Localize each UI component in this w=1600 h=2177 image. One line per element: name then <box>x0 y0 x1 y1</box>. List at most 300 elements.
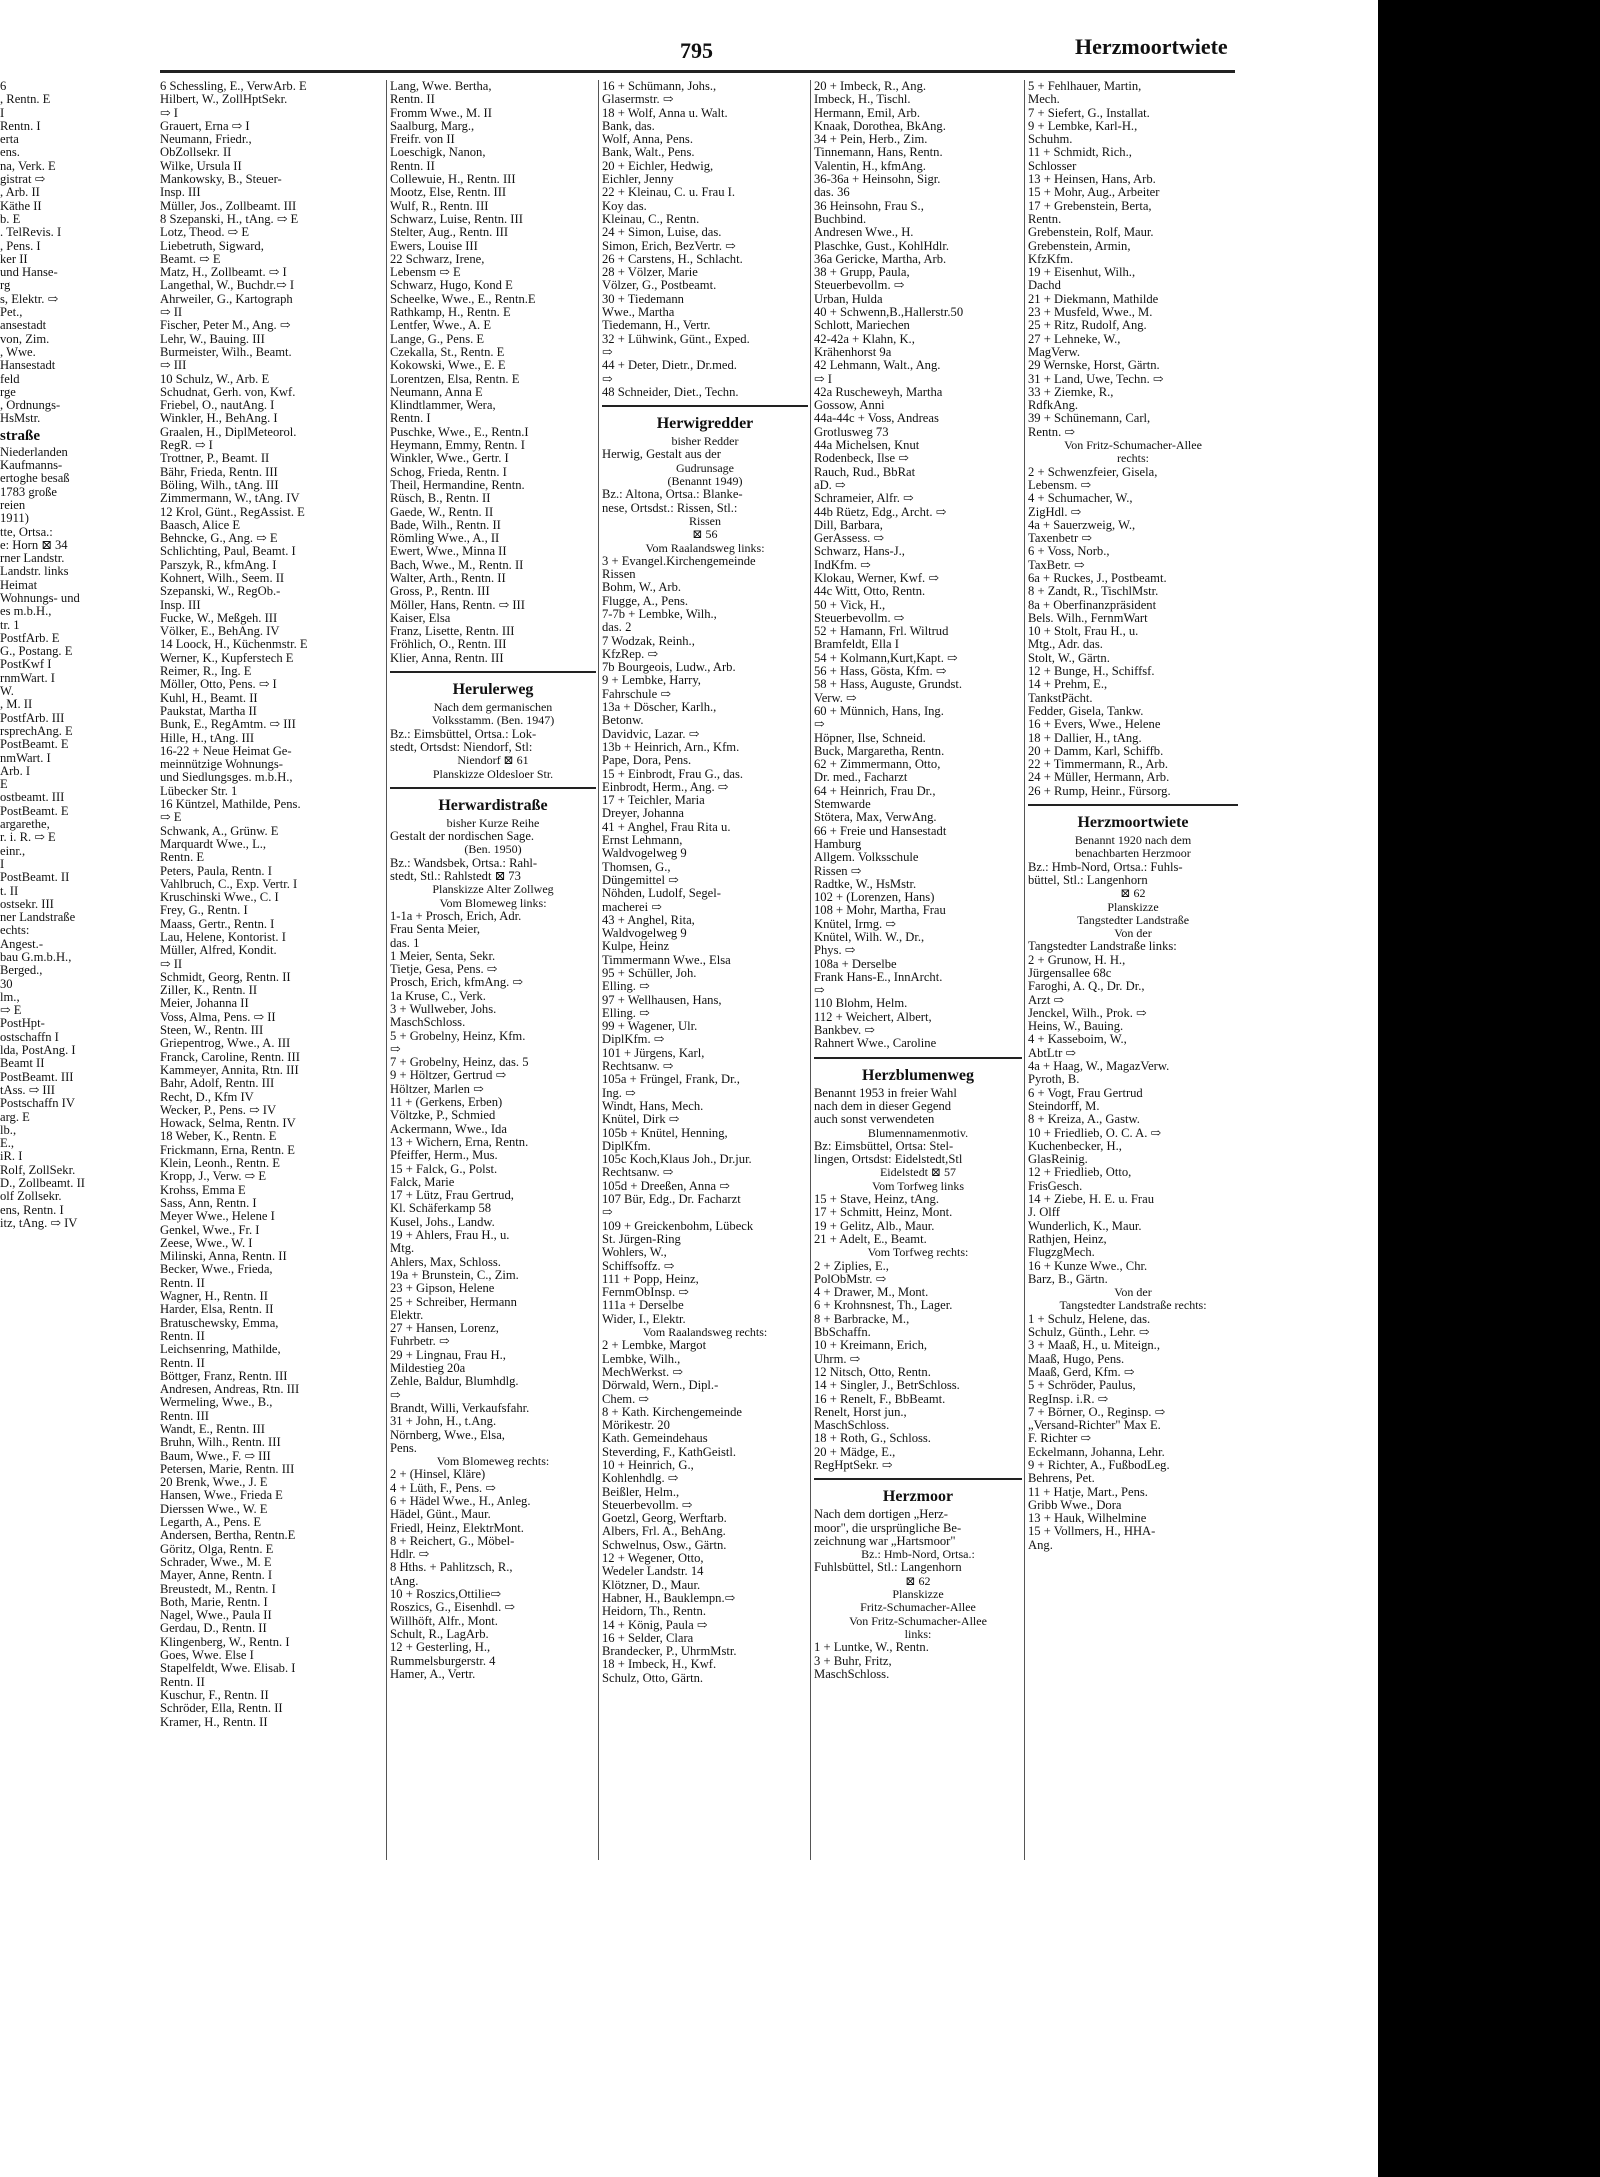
directory-entry: echts: <box>0 924 30 938</box>
directory-entry: 10 + Stolt, Frau H., u. <box>1028 625 1139 639</box>
directory-entry: Frickmann, Erna, Rentn. E <box>160 1143 296 1157</box>
directory-entry: ertoghe besaß <box>0 472 70 486</box>
section-rule <box>814 1478 1022 1480</box>
directory-entry: 17 + Lütz, Frau Gertrud, <box>390 1189 514 1203</box>
column-divider <box>1024 80 1025 1860</box>
directory-entry: Schmidt, Georg, Rentn. II <box>160 970 291 984</box>
directory-entry: Klingenberg, W., Rentn. I <box>160 1635 290 1649</box>
directory-entry: Kl. Schäferkamp 58 <box>390 1202 492 1216</box>
directory-entry: Grebenstein, Armin, <box>1028 239 1131 253</box>
directory-entry: es m.b.H., <box>0 605 52 619</box>
directory-entry: 43 + Anghel, Rita, <box>602 913 695 927</box>
directory-entry: Einbrodt, Herm., Ang. ⇨ <box>602 780 729 794</box>
directory-entry: 4 + Schumacher, W., <box>1028 492 1133 506</box>
directory-entry: ⇨ II <box>160 306 183 320</box>
directory-entry: Wecker, P., Pens. ⇨ IV <box>160 1103 277 1117</box>
directory-entry: Franz, Lisette, Rentn. III <box>390 625 515 639</box>
directory-entry: Glasermstr. ⇨ <box>602 93 674 107</box>
directory-entry: Mech. <box>1028 93 1060 107</box>
directory-entry: RdfkAng. <box>1028 399 1079 413</box>
directory-entry: 13 + Heinsen, Hans, Arb. <box>1028 173 1156 187</box>
directory-entry: tAss. ⇨ III <box>0 1083 55 1097</box>
directory-entry: Schulz, Otto, Gärtn. <box>602 1671 704 1685</box>
directory-entry: stedt, Stl.: Rahlstedt ⊠ 73 <box>390 870 521 884</box>
directory-entry: PostBeamt. E <box>0 804 69 818</box>
directory-entry: Zimmermann, W., tAng. IV <box>160 492 300 506</box>
page-number: 795 <box>680 38 713 63</box>
directory-entry: lm., <box>0 990 20 1004</box>
directory-entry: ker II <box>0 252 28 266</box>
directory-entry: Bank, Walt., Pens. <box>602 146 695 160</box>
directory-entry: Maaß, Hugo, Pens. <box>1028 1352 1125 1366</box>
street-note: Von der <box>1114 1286 1152 1300</box>
directory-entry: Baasch, Alice E <box>160 518 241 532</box>
directory-entry: Knaak, Dorothea, BkAng. <box>814 119 946 133</box>
directory-entry: Kaufmanns- <box>0 459 63 473</box>
directory-entry: Krähenhorst 9a <box>814 345 892 359</box>
street-note: Vom Torfweg links <box>871 1179 965 1193</box>
directory-entry: 101 + Jürgens, Karl, <box>602 1046 705 1060</box>
directory-entry: Rentn. II <box>160 1675 205 1689</box>
directory-entry: Lang, Wwe. Bertha, <box>390 80 492 93</box>
directory-entry: J. Olff <box>1028 1206 1060 1220</box>
directory-entry: Urban, Hulda <box>814 292 883 306</box>
directory-entry: Käthe II <box>0 199 42 213</box>
directory-entry: Burmeister, Wilh., Beamt. <box>160 345 292 359</box>
directory-entry: 1 + Schulz, Helene, das. <box>1028 1312 1151 1326</box>
directory-entry: Mayer, Anne, Rentn. I <box>160 1569 273 1583</box>
column-divider <box>810 80 811 1860</box>
directory-entry: Frey, G., Rentn. I <box>160 904 248 918</box>
directory-entry: 42a Ruscheweyh, Martha <box>814 385 943 399</box>
directory-entry: Griepentrog, Wwe., A. III <box>160 1037 291 1051</box>
directory-entry: 21 + Adelt, E., Beamt. <box>814 1232 927 1246</box>
directory-entry: GlasReinig. <box>1028 1153 1088 1167</box>
directory-entry: Mtg., Adr. das. <box>1028 638 1103 652</box>
directory-entry: Lembke, Wilh., <box>602 1352 681 1366</box>
directory-entry: 10 + Friedlieb, O. C. A. ⇨ <box>1028 1126 1162 1140</box>
directory-entry: Ing. ⇨ <box>602 1086 636 1100</box>
directory-entry: 1911) <box>0 512 29 526</box>
directory-entry: Breustedt, M., Rentn. I <box>160 1582 276 1596</box>
directory-entry: Waldvogelweg 9 <box>602 927 687 941</box>
directory-entry: 15 + Falck, G., Polst. <box>390 1162 498 1176</box>
directory-entry: TankstPächt. <box>1028 691 1093 705</box>
directory-entry: nach dem in dieser Gegend <box>814 1099 952 1113</box>
directory-entry: 109 + Greickenbohm, Lübeck <box>602 1219 754 1233</box>
directory-entry: Hansen, Wwe., Frieda E <box>160 1489 283 1503</box>
directory-entry: FernmObInsp. ⇨ <box>602 1286 689 1300</box>
directory-entry: Steuerbevollm. ⇨ <box>602 1498 693 1512</box>
directory-entry: Bels. Wilh., FernmWart <box>1028 611 1148 625</box>
directory-entry: Hdlr. ⇨ <box>390 1548 430 1562</box>
directory-entry: Steverding, F., KathGeistl. <box>602 1445 737 1459</box>
directory-entry: macherei ⇨ <box>602 900 662 914</box>
directory-entry: Dreyer, Johanna <box>602 807 685 821</box>
directory-entry: Wider, I., Elektr. <box>602 1312 686 1326</box>
directory-entry: 6 + Voss, Norb., <box>1028 545 1110 559</box>
directory-entry: Saalburg, Marg., <box>390 119 475 133</box>
directory-entry: AbtLtr ⇨ <box>1028 1046 1076 1060</box>
directory-entry: Rolf, ZollSekr. <box>0 1163 76 1177</box>
directory-entry: Ang. <box>1028 1538 1053 1552</box>
directory-entry: Rodenbeck, Ilse ⇨ <box>814 452 909 466</box>
directory-entry: 13 + Wichern, Erna, Rentn. <box>390 1135 529 1149</box>
directory-entry: arg. E <box>0 1110 30 1124</box>
directory-entry: Nöhden, Ludolf, Segel- <box>602 887 721 901</box>
street-note: links: <box>904 1627 932 1641</box>
directory-entry: Czekalla, St., Rentn. E <box>390 345 505 359</box>
column-2 <box>390 80 596 1681</box>
directory-entry: ansestadt <box>0 319 47 333</box>
directory-entry: 6 + Hädel Wwe., H., Anleg. <box>390 1494 531 1508</box>
directory-entry: iR. I <box>0 1150 23 1164</box>
directory-entry: Tietje, Gesa, Pens. ⇨ <box>390 963 498 977</box>
directory-entry: Schlott, Mariechen <box>814 319 910 333</box>
directory-entry: Winkler, Wwe., Gertr. I <box>390 452 509 466</box>
directory-entry: Rentn. II <box>160 1276 205 1290</box>
directory-entry: Lübecker Str. 1 <box>160 784 238 798</box>
directory-entry: Parszyk, R., kfmAng. I <box>160 558 277 572</box>
directory-entry: Knütel, Dirk ⇨ <box>602 1113 680 1127</box>
directory-entry: Kulpe, Heinz <box>602 940 670 954</box>
street-note: ⊠ 62 <box>1120 887 1146 901</box>
directory-entry: argarethe, <box>0 818 50 832</box>
directory-entry: reien <box>0 498 26 512</box>
directory-entry: 4 + Kasseboim, W., <box>1028 1033 1127 1047</box>
directory-entry: Müller, Alfred, Kondit. <box>160 944 277 958</box>
directory-entry: Rentn. ⇨ <box>1028 425 1075 439</box>
directory-entry: 9 + Lembke, Karl-H., <box>1028 119 1138 133</box>
directory-entry: 8 Szepanski, H., tAng. ⇨ E <box>160 212 299 226</box>
directory-entry: 27 + Hansen, Lorenz, <box>390 1322 499 1336</box>
directory-entry: 22 + Timmermann, R., Arb. <box>1028 758 1169 772</box>
directory-entry: Behrens, Pet. <box>1028 1472 1095 1486</box>
directory-entry: aD. ⇨ <box>814 478 846 492</box>
directory-entry: Imbeck, H., Tischl. <box>814 93 911 107</box>
header-rule <box>160 70 1235 73</box>
directory-entry: HsMstr. <box>0 412 41 426</box>
directory-entry: 13 + Hauk, Wilhelmine <box>1028 1512 1147 1526</box>
directory-entry: itz, tAng. ⇨ IV <box>0 1216 78 1230</box>
directory-entry: 44 + Deter, Dietr., Dr.med. <box>602 359 737 373</box>
directory-entry: IndKfm. ⇨ <box>814 558 871 572</box>
directory-entry: Stötera, Max, VerwAng. <box>814 811 937 825</box>
directory-entry: Arb. I <box>0 764 31 778</box>
directory-entry: Goetzl, Georg, Werftarb. <box>602 1512 727 1526</box>
directory-entry: Becker, Wwe., Frieda, <box>160 1263 273 1277</box>
directory-entry: PostfArb. E <box>0 631 60 645</box>
left-page-fragment <box>0 80 90 1230</box>
directory-entry: FrisGesch. <box>1028 1179 1083 1193</box>
directory-entry: Rechtsanw. ⇨ <box>602 1166 674 1180</box>
directory-entry: Brandecker, P., UhrmMstr. <box>602 1645 737 1659</box>
street-heading: Herwardistraße <box>438 796 548 814</box>
street-note: Bz.: Hmb-Nord, Ortsa.: <box>861 1548 975 1562</box>
directory-entry: Jürgensallee 68c <box>1028 967 1112 980</box>
directory-entry: , Ordnungs- <box>0 399 61 413</box>
directory-entry: Kaiser, Elsa <box>390 611 451 625</box>
directory-entry: Wolf, Anna, Pens. <box>602 133 693 147</box>
directory-entry: Friebel, O., nautAng. I <box>160 399 275 413</box>
directory-entry: Matz, H., Zollbeamt. ⇨ I <box>160 266 287 280</box>
directory-entry: 12 + Gesterling, H., <box>390 1641 491 1655</box>
street-note: (Benannt 1949) <box>667 475 743 489</box>
directory-entry: 111a + Derselbe <box>602 1299 684 1313</box>
directory-entry: stedt, Ortsdst: Niendorf, Stl: <box>390 740 533 754</box>
directory-entry: Barz, B., Gärtn. <box>1028 1272 1108 1286</box>
directory-entry: lingen, Ortsdst: Eidelstedt,Stl <box>814 1153 963 1167</box>
directory-entry: Knütel, Wilh. W., Dr., <box>814 931 925 944</box>
directory-entry: 9 + Höltzer, Gertrud ⇨ <box>390 1069 507 1083</box>
directory-entry: 5 + Schröder, Paulus, <box>1028 1379 1136 1393</box>
directory-entry: Pape, Dora, Pens. <box>602 754 692 768</box>
directory-entry: PostBeamt. E <box>0 738 69 752</box>
directory-entry: Knütel, Irmg. ⇨ <box>814 917 896 931</box>
directory-entry: Rentn. II <box>160 1356 205 1370</box>
directory-entry: Andresen, Andreas, Rtn. III <box>160 1383 300 1397</box>
directory-entry: Davidvic, Lazar. ⇨ <box>602 727 700 741</box>
directory-entry: 2 + Schwenzfeier, Gisela, <box>1028 465 1158 479</box>
directory-entry: Elling. ⇨ <box>602 980 650 994</box>
directory-entry: 102 + (Lorenzen, Hans) <box>814 891 935 905</box>
directory-entry: ⇨ <box>602 345 613 359</box>
directory-entry: Paukstat, Martha II <box>160 704 257 718</box>
directory-entry: 54 + Kolmann,Kurt,Kapt. ⇨ <box>814 651 958 665</box>
directory-entry: RegR. ⇨ I <box>160 439 213 453</box>
directory-entry: 15 + Einbrodt, Frau G., das. <box>602 767 744 781</box>
directory-entry: MaschSchloss. <box>814 1667 890 1681</box>
directory-entry: Neumann, Anna E <box>390 385 483 399</box>
street-note: Planskizze <box>1107 900 1159 914</box>
directory-entry: 19 + Ahlers, Frau H., u. <box>390 1229 510 1243</box>
directory-entry: MaschSchloss. <box>390 1016 466 1030</box>
directory-entry: 5 + Grobelny, Heinz, Kfm. <box>390 1029 526 1043</box>
directory-entry: Ahrweiler, G., Kartograph <box>160 292 293 306</box>
directory-entry: Kammeyer, Annita, Rtn. III <box>160 1063 299 1077</box>
directory-entry: ostsekr. III <box>0 897 54 911</box>
directory-entry: Falck, Marie <box>390 1175 455 1189</box>
directory-entry: e: Horn ⊠ 34 <box>0 538 68 552</box>
directory-entry: BbSchaffn. <box>814 1326 871 1340</box>
directory-entry: Gerdau, D., Rentn. II <box>160 1622 267 1636</box>
directory-entry: 12 + Wegener, Otto, <box>602 1552 704 1566</box>
directory-entry: Klindtlammer, Wera, <box>390 399 496 413</box>
directory-entry: Willhöft, Alfr., Mont. <box>390 1614 498 1628</box>
directory-entry: 16 Küntzel, Mathilde, Pens. <box>160 798 301 812</box>
directory-entry: 8 + Reichert, G., Möbel- <box>390 1534 515 1548</box>
directory-entry: Werner, K., Kupferstech E <box>160 651 294 665</box>
directory-entry: Legarth, A., Pens. E <box>160 1516 262 1530</box>
directory-entry: tte, Ortsa.: <box>0 525 53 539</box>
directory-entry: Walter, Arth., Rentn. II <box>390 571 506 585</box>
directory-entry: 18 + Roth, G., Schloss. <box>814 1432 931 1446</box>
directory-entry: s, Elektr. ⇨ <box>0 292 59 306</box>
directory-entry: nese, Ortsdst.: Rissen, Stl.: <box>602 501 738 515</box>
directory-entry: Klier, Anna, Rentn. III <box>390 651 504 665</box>
directory-entry: 34 + Pein, Herb., Zim. <box>814 133 928 147</box>
directory-entry: Maass, Gertr., Rentn. I <box>160 917 275 931</box>
directory-entry: Kruschinski Wwe., C. I <box>160 891 279 905</box>
directory-entry: 11 + Hatje, Mart., Pens. <box>1028 1485 1148 1499</box>
directory-entry: 21 + Diekmann, Mathilde <box>1028 292 1159 306</box>
directory-entry: 39 + Schünemann, Carl, <box>1028 412 1151 426</box>
directory-entry: Völzer, G., Postbeamt. <box>602 279 717 293</box>
directory-entry: Klötzner, D., Maur. <box>602 1578 701 1592</box>
directory-entry: , Rentn. E <box>0 93 51 107</box>
directory-entry: lda, PostAng. I <box>0 1044 76 1058</box>
directory-entry: 3 + Maaß, H., u. Miteign., <box>1028 1339 1160 1353</box>
directory-entry: Lotz, Theod. ⇨ E <box>160 226 250 240</box>
directory-entry: Rissen <box>602 568 636 582</box>
page-margin <box>0 1960 1378 2177</box>
directory-entry: 95 + Schüller, Joh. <box>602 967 697 980</box>
street-note: Planskizze Alter Zollweg <box>432 883 554 897</box>
directory-entry: Müller, Jos., Zollbeamt. III <box>160 199 297 213</box>
directory-entry: 19a + Brunstein, C., Zim. <box>390 1268 519 1282</box>
directory-entry: Rissen ⇨ <box>814 864 862 878</box>
street-note: ⊠ 62 <box>905 1574 931 1588</box>
directory-entry: von, Zim. <box>0 332 50 346</box>
directory-entry: 14 + Singler, J., BetrSchloss. <box>814 1379 960 1393</box>
directory-entry: Grotlusweg 73 <box>814 425 889 439</box>
directory-entry: Rauch, Rud., BbRat <box>814 465 916 479</box>
directory-entry: Wohnungs- und <box>0 591 80 605</box>
directory-entry: Recht, D., Kfm IV <box>160 1090 254 1104</box>
directory-entry: Frank Hans-E., InnArcht. <box>814 970 943 984</box>
directory-entry: 99 + Wagener, Ulr. <box>602 1020 698 1034</box>
directory-entry: Dierssen Wwe., W. E <box>160 1502 268 1516</box>
directory-entry: Franck, Caroline, Rentn. III <box>160 1050 300 1064</box>
directory-entry: FlugzgMech. <box>1028 1246 1095 1260</box>
directory-entry: Valentin, H., kfmAng. <box>814 159 926 173</box>
directory-entry: Heins, W., Bauing. <box>1028 1020 1124 1034</box>
street-note: Benannt 1920 nach dem <box>1074 834 1192 848</box>
directory-entry: Völker, E., BehAng. IV <box>160 625 280 639</box>
directory-entry: Fischer, Peter M., Ang. ⇨ <box>160 319 291 333</box>
directory-entry: Bähr, Frieda, Rentn. III <box>160 465 278 479</box>
directory-entry: Böttger, Franz, Rentn. III <box>160 1369 288 1383</box>
directory-entry: Ewert, Wwe., Minna II <box>390 545 507 559</box>
directory-entry: Fedder, Gisela, Tankw. <box>1028 704 1144 718</box>
directory-entry: Sass, Ann, Rentn. I <box>160 1196 257 1210</box>
directory-entry: MagVerw. <box>1028 345 1080 359</box>
directory-entry: Windt, Hans, Mech. <box>602 1099 704 1113</box>
directory-entry: Beamt. ⇨ E <box>160 252 221 266</box>
directory-entry: 17 + Grebenstein, Berta, <box>1028 199 1152 213</box>
directory-entry: 16 + Kunze Wwe., Chr. <box>1028 1259 1148 1273</box>
directory-entry: Reimer, R., Ing. E <box>160 665 252 679</box>
directory-entry: TaxBetr. ⇨ <box>1028 558 1085 572</box>
directory-entry: Wandt, E., Rentn. III <box>160 1422 265 1436</box>
street-note: Volksstamm. (Ben. 1947) <box>431 714 555 728</box>
directory-entry: Taxenbetr ⇨ <box>1028 532 1092 546</box>
directory-entry: Insp. III <box>160 598 201 612</box>
directory-entry: Düngemittel ⇨ <box>602 873 679 887</box>
directory-entry: Steen, W., Rentn. III <box>160 1024 264 1038</box>
street-note: Tangstedter Landstraße rechts: <box>1059 1299 1207 1313</box>
section-rule <box>1028 804 1238 806</box>
directory-entry: Schiffsoffz. ⇨ <box>602 1259 675 1273</box>
directory-entry: Hamer, A., Vertr. <box>390 1667 476 1681</box>
directory-entry: 64 + Heinrich, Frau Dr., <box>814 784 936 798</box>
street-note: Von Fritz-Schumacher-Allee <box>1064 439 1202 453</box>
directory-entry: Mtg. <box>390 1242 415 1256</box>
directory-entry: Lange, G., Pens. E <box>390 332 485 346</box>
directory-entry: Pens. <box>390 1441 417 1455</box>
directory-entry: 12 Nitsch, Otto, Rentn. <box>814 1365 931 1379</box>
directory-entry: Petersen, Marie, Rentn. III <box>160 1462 295 1476</box>
directory-entry: 6 + Vogt, Frau Gertrud <box>1028 1086 1143 1100</box>
directory-entry: Kramer, H., Rentn. II <box>160 1715 268 1729</box>
directory-entry: 97 + Wellhausen, Hans, <box>602 993 722 1007</box>
directory-entry: Neumann, Friedr., <box>160 133 252 147</box>
directory-entry: ostbeamt. III <box>0 791 65 805</box>
directory-entry: Lentfer, Wwe., A. E <box>390 319 492 333</box>
section-rule <box>390 671 596 673</box>
directory-entry: Pfeiffer, Herm., Mus. <box>390 1149 498 1163</box>
directory-entry: 18 + Dallier, H., tAng. <box>1028 731 1142 745</box>
directory-entry: büttel, Stl.: Langenhorn <box>1028 873 1148 887</box>
directory-entry: St. Jürgen-Ring <box>602 1232 681 1246</box>
directory-entry: Collewuie, H., Rentn. III <box>390 173 516 187</box>
directory-entry: 15 + Mohr, Aug., Arbeiter <box>1028 186 1160 200</box>
column-4 <box>814 80 1022 1681</box>
directory-entry: Nagel, Wwe., Paula II <box>160 1609 272 1623</box>
directory-entry: Kath. Gemeindehaus <box>602 1432 708 1446</box>
directory-entry: Schwarz, Hugo, Kond E <box>390 279 513 293</box>
directory-entry: 11 + Schmidt, Rich., <box>1028 146 1132 160</box>
directory-entry: Meier, Johanna II <box>160 997 249 1011</box>
directory-entry: Krohss, Emma E <box>160 1183 246 1197</box>
column-3 <box>602 80 808 1685</box>
directory-entry: 9 + Lembke, Harry, <box>602 674 701 688</box>
street-note: Blumennamenmotiv. <box>867 1126 969 1140</box>
directory-entry: G., Postang. E <box>0 645 73 659</box>
street-note: Planskizze Oldesloer Str. <box>432 767 554 781</box>
directory-entry: 14 + Ziebe, H. E. u. Frau <box>1028 1193 1155 1207</box>
directory-entry: Pet., <box>0 306 23 320</box>
directory-entry: Vahlbruch, C., Exp. Vertr. I <box>160 877 298 891</box>
directory-entry: t. II <box>0 884 19 898</box>
directory-entry: 44a Michelsen, Knut <box>814 439 920 453</box>
directory-entry: 16 + Evers, Wwe., Helene <box>1028 718 1161 732</box>
directory-entry: tr. 1 <box>0 618 20 632</box>
directory-entry: 60 + Münnich, Hans, Ing. <box>814 704 944 718</box>
directory-entry: rge <box>0 385 16 399</box>
directory-entry: 58 + Hass, Auguste, Grundst. <box>814 678 963 692</box>
directory-entry: Rahnert Wwe., Caroline <box>814 1037 937 1051</box>
directory-entry: Stemwarde <box>814 798 871 812</box>
street-note: Vom Torfweg rechts: <box>867 1246 969 1260</box>
directory-entry: Völtzke, P., Schmied <box>390 1109 496 1123</box>
directory-entry: Höltzer, Marlen ⇨ <box>390 1082 484 1096</box>
directory-entry: 10 + Heinrich, G., <box>602 1458 694 1472</box>
directory-entry: Bz.: Wandsbek, Ortsa.: Rahl- <box>390 856 538 870</box>
directory-entry: Schrader, Wwe., M. E <box>160 1555 272 1569</box>
directory-entry: Loeschigk, Nanon, <box>390 146 486 160</box>
directory-entry: Andresen Wwe., H. <box>814 226 914 240</box>
directory-entry: r. i. R. ⇨ E <box>0 831 56 845</box>
directory-entry: Tangstedter Landstraße links: <box>1028 940 1177 954</box>
directory-entry: 10 Schulz, W., Arb. E <box>160 372 270 386</box>
street-note: (Ben. 1950) <box>464 843 522 857</box>
directory-entry: das. 1 <box>390 936 420 950</box>
directory-entry: 13a + Döscher, Karlh., <box>602 701 717 715</box>
directory-entry: 3 + Wullweber, Johs. <box>390 1003 497 1016</box>
directory-entry: Heidorn, Th., Rentn. <box>602 1605 707 1619</box>
directory-entry: 6 + Krohnsnest, Th., Lager. <box>814 1299 953 1313</box>
